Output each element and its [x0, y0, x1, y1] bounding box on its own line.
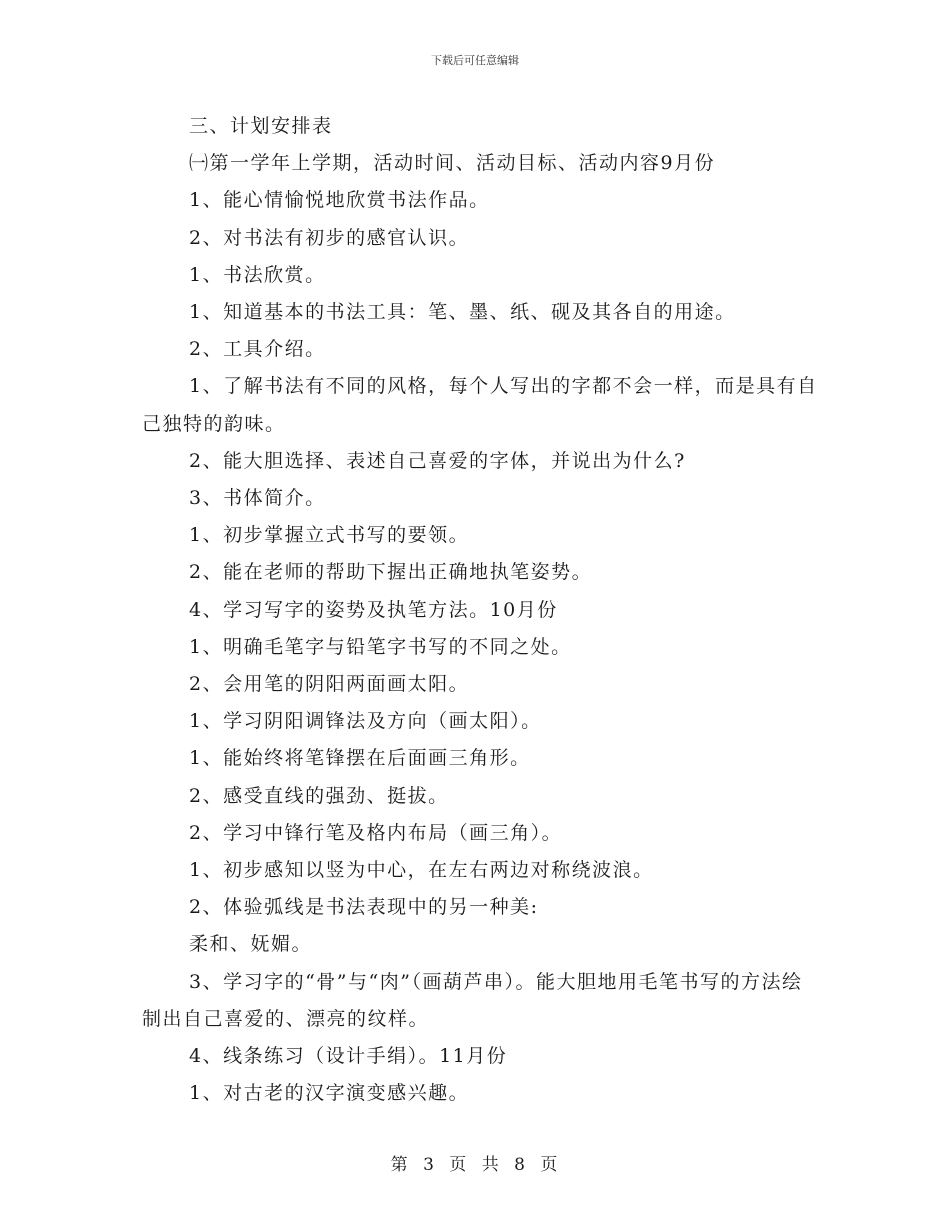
paragraph: 1、初步掌握立式书写的要领。 [189, 524, 470, 547]
paragraph: 3、书体简介。 [189, 487, 326, 510]
paragraph: 3、学习字的“骨”与“肉”（画葫芦串）。能大胆地用毛笔书写的方法绘制出自己喜爱的、漂亮的纹样。 [142, 970, 803, 1030]
paragraph: 1、明确毛笔字与铅笔字书写的不同之处。 [189, 635, 572, 658]
paragraph: 1、能始终将笔锋摆在后面画三角形。 [189, 747, 531, 770]
paragraph: 2、能大胆选择、表述自己喜爱的字体，并说出为什么? [189, 449, 686, 472]
paragraph: 2、工具介绍。 [189, 338, 326, 361]
paragraph: 1、学习阴阳调锋法及方向（画太阳）。 [189, 710, 542, 733]
paragraph: 2、能在老师的帮助下握出正确地执笔姿势。 [189, 561, 593, 584]
paragraph: 三、计划安排表 [189, 115, 333, 137]
page-footer: 第 3 页 共 8 页 [390, 1155, 560, 1175]
paragraph: 1、对古老的汉字演变感兴趣。 [189, 1082, 470, 1105]
paragraph: 1、知道基本的书法工具：笔、墨、纸、砚及其各自的用途。 [189, 301, 736, 324]
paragraph: 2、会用笔的阴阳两面画太阳。 [189, 673, 470, 696]
paragraph: 2、学习中锋行笔及格内布局（画三角）。 [189, 821, 563, 844]
paragraph: 1、能心情愉悦地欣赏书法作品。 [189, 189, 490, 212]
document-body [142, 108, 818, 1112]
paragraph: 1、了解书法有不同的风格，每个人写出的字都不会一样，而是具有自己独特的韵味。 [142, 375, 818, 435]
paragraph: 2、体验弧线是书法表现中的另一种美: [189, 896, 539, 919]
paragraph: ㈠第一学年上学期，活动时间、活动目标、活动内容9月份 [189, 152, 716, 175]
page-header: 下载后可任意编辑 [431, 54, 519, 67]
paragraph: 4、线条练习（设计手绢）。11月份 [189, 1045, 508, 1068]
paragraph: 1、初步感知以竖为中心，在左右两边对称绕波浪。 [189, 859, 654, 882]
paragraph: 1、书法欣赏。 [189, 263, 326, 286]
paragraph: 柔和、妩媚。 [189, 933, 313, 956]
paragraph: 2、感受直线的强劲、挺拔。 [189, 784, 449, 807]
paragraph: 2、对书法有初步的感官认识。 [189, 226, 470, 249]
paragraph: 4、学习写字的姿势及执笔方法。10月份 [189, 598, 558, 621]
